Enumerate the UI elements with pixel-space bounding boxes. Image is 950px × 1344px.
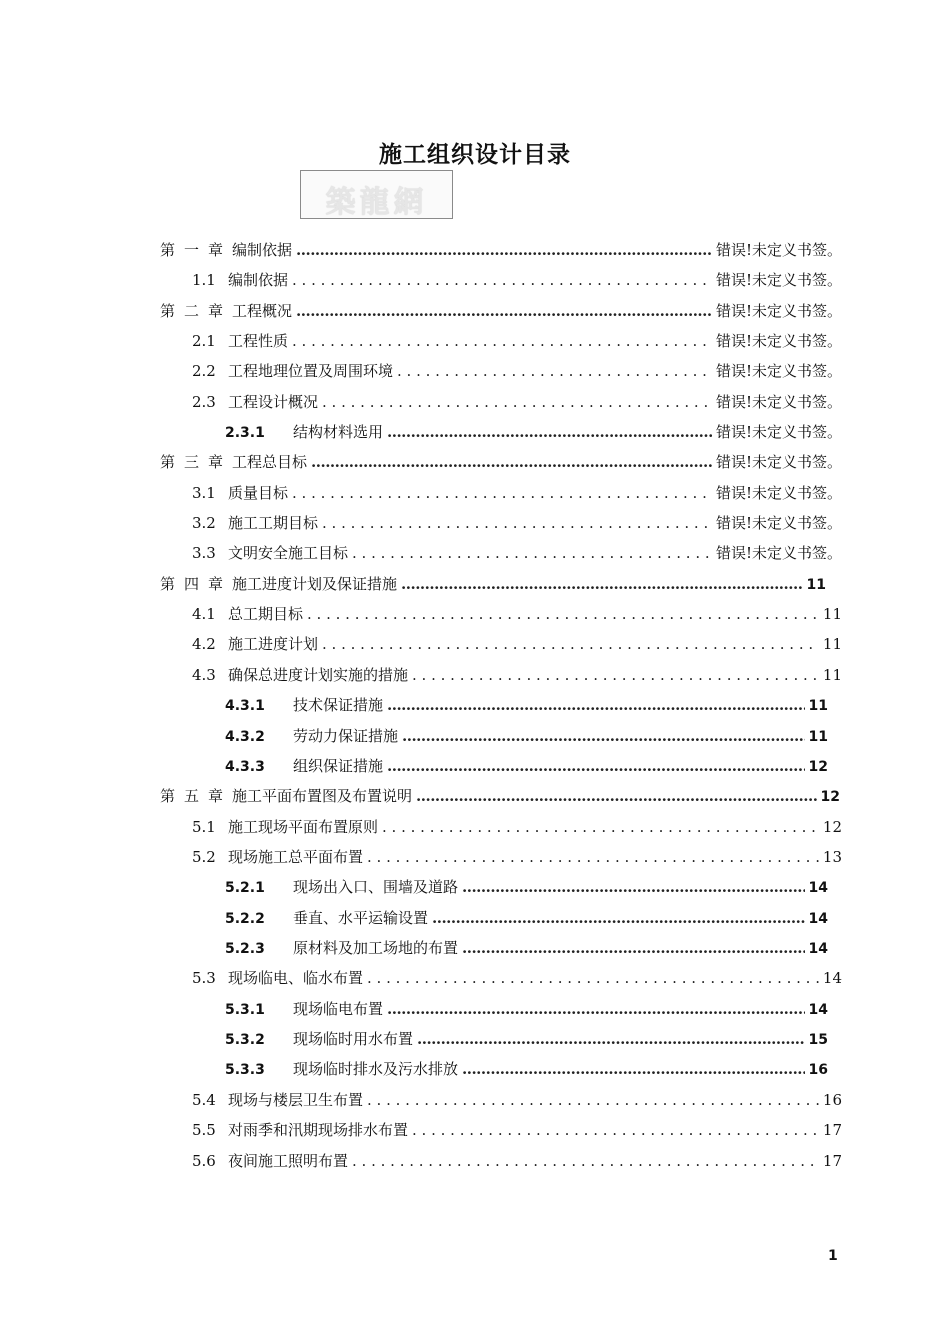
toc-entry-page: 错误!未定义书签。 <box>715 241 842 259</box>
toc-entry-label: 现场临时用水布置 <box>293 1030 414 1048</box>
toc-entry-number: 2.1 <box>192 332 216 350</box>
toc-entry-page: 错误!未定义书签。 <box>715 271 842 289</box>
toc-leader <box>382 813 819 841</box>
toc-entry-page: 错误!未定义书签。 <box>715 514 842 532</box>
toc-entry[interactable] <box>225 1025 828 1053</box>
toc-leader <box>292 327 712 355</box>
toc-leader <box>387 691 805 719</box>
toc-entry-number: 5.3.2 <box>225 1032 265 1048</box>
toc-entry[interactable] <box>160 297 842 325</box>
toc-entry-page: 错误!未定义书签。 <box>715 453 842 471</box>
toc-entry-label: 组织保证措施 <box>293 757 384 775</box>
toc-entry-number: 5.3 <box>192 969 216 987</box>
toc-entry-page: 11 <box>808 698 828 714</box>
toc-entry[interactable] <box>192 1086 842 1114</box>
toc-entry-number: 5.3.1 <box>225 1002 265 1018</box>
toc-entry-label: 质量目标 <box>228 484 289 502</box>
toc-entry-number: 4.1 <box>192 605 216 623</box>
toc-entry-page: 11 <box>822 635 842 653</box>
toc-entry-page: 14 <box>822 969 842 987</box>
toc-entry-page: 15 <box>808 1032 828 1048</box>
toc-entry[interactable] <box>192 843 842 871</box>
toc-entry-number: 5.5 <box>192 1121 216 1139</box>
toc-entry[interactable] <box>160 448 842 476</box>
toc-entry-label: 施工工期目标 <box>228 514 319 532</box>
toc-entry-label: 编制依据 <box>228 271 289 289</box>
toc-entry-label: 现场施工总平面布置 <box>228 848 364 866</box>
toc-leader <box>402 722 805 750</box>
toc-leader <box>462 934 805 962</box>
toc-entry[interactable] <box>160 570 826 598</box>
toc-entry-number: 第一章 <box>160 241 233 259</box>
toc-entry[interactable] <box>192 813 842 841</box>
toc-entry-label: 现场临电布置 <box>293 1000 384 1018</box>
toc-entry-page: 16 <box>822 1091 842 1109</box>
toc-leader <box>322 630 819 658</box>
toc-entry[interactable] <box>160 782 840 810</box>
toc-leader <box>307 600 819 628</box>
toc-entry-label: 现场临时排水及污水排放 <box>293 1060 459 1078</box>
toc-entry-page: 错误!未定义书签。 <box>715 484 842 502</box>
toc-leader <box>432 904 805 932</box>
toc-entry-label: 现场出入口、围墙及道路 <box>293 878 459 896</box>
toc-entry-page: 12 <box>820 789 840 805</box>
toc-entry[interactable] <box>160 236 842 264</box>
toc-entry[interactable] <box>192 539 842 567</box>
toc-leader <box>352 1147 819 1175</box>
toc-entry-number: 4.3 <box>192 666 216 684</box>
toc-leader <box>387 418 712 446</box>
toc-entry-number: 3.3 <box>192 544 216 562</box>
toc-entry-page: 错误!未定义书签。 <box>715 362 842 380</box>
toc-entry-label: 确保总进度计划实施的措施 <box>228 666 409 684</box>
toc-entry[interactable] <box>192 509 842 537</box>
toc-entry[interactable] <box>192 327 842 355</box>
toc-leader <box>462 1055 805 1083</box>
toc-entry-label: 总工期目标 <box>228 605 304 623</box>
toc-entry-number: 2.2 <box>192 362 216 380</box>
toc-entry-number: 第五章 <box>160 787 233 805</box>
toc-leader <box>412 661 819 689</box>
toc-entry-label: 施工现场平面布置原则 <box>228 818 379 836</box>
toc-entry-label: 原材料及加工场地的布置 <box>293 939 459 957</box>
toc-leader <box>367 964 819 992</box>
toc-entry-label: 现场临电、临水布置 <box>228 969 364 987</box>
toc-leader <box>352 539 712 567</box>
toc-leader <box>412 1116 819 1144</box>
toc-entry-number: 2.3 <box>192 393 216 411</box>
toc-entry-number: 3.1 <box>192 484 216 502</box>
toc-entry-number: 4.2 <box>192 635 216 653</box>
toc-entry-page: 错误!未定义书签。 <box>715 393 842 411</box>
watermark-stamp <box>300 170 453 219</box>
toc-entry[interactable] <box>225 752 828 780</box>
toc-leader <box>416 782 816 810</box>
toc-entry-number: 第三章 <box>160 453 233 471</box>
toc-entry-label: 垂直、水平运输设置 <box>293 909 429 927</box>
toc-entry-label: 文明安全施工目标 <box>228 544 349 562</box>
toc-entry-number: 5.3.3 <box>225 1062 265 1078</box>
toc-entry-page: 16 <box>808 1062 828 1078</box>
toc-entry-number: 5.2.2 <box>225 911 265 927</box>
toc-entry-page: 错误!未定义书签。 <box>715 302 842 320</box>
toc-entry[interactable] <box>225 873 828 901</box>
toc-entry[interactable] <box>225 418 842 446</box>
toc-entry-number: 3.2 <box>192 514 216 532</box>
toc-leader <box>322 509 712 537</box>
toc-entry[interactable] <box>225 1055 828 1083</box>
toc-entry-number: 5.2 <box>192 848 216 866</box>
toc-entry-page: 错误!未定义书签。 <box>715 423 842 441</box>
toc-entry-page: 错误!未定义书签。 <box>715 544 842 562</box>
toc-entry-number: 5.2.1 <box>225 880 265 896</box>
toc-entry-number: 5.1 <box>192 818 216 836</box>
toc-entry-label: 工程总目标 <box>232 453 308 471</box>
toc-entry-page: 14 <box>808 941 828 957</box>
toc-entry[interactable] <box>192 661 842 689</box>
toc-entry-page: 14 <box>808 911 828 927</box>
toc-entry-page: 14 <box>808 1002 828 1018</box>
toc-entry-page: 11 <box>808 729 828 745</box>
toc-entry-page: 13 <box>822 848 842 866</box>
toc-entry[interactable] <box>225 904 828 932</box>
toc-entry-label: 工程设计概况 <box>228 393 319 411</box>
toc-entry-label: 劳动力保证措施 <box>293 727 399 745</box>
toc-entry-page: 错误!未定义书签。 <box>715 332 842 350</box>
toc-entry-label: 夜间施工照明布置 <box>228 1152 349 1170</box>
toc-entry-label: 施工进度计划及保证措施 <box>232 575 398 593</box>
toc-entry-page: 12 <box>808 759 828 775</box>
document-title: 施工组织设计目录 <box>379 142 571 168</box>
toc-entry-label: 施工进度计划 <box>228 635 319 653</box>
toc-entry-label: 结构材料选用 <box>293 423 384 441</box>
toc-entry-label: 工程性质 <box>228 332 289 350</box>
toc-leader <box>367 843 819 871</box>
toc-entry[interactable] <box>192 600 842 628</box>
toc-entry[interactable] <box>192 266 842 294</box>
toc-entry-label: 工程地理位置及周围环境 <box>228 362 394 380</box>
toc-leader <box>401 570 802 598</box>
toc-entry-number: 5.2.3 <box>225 941 265 957</box>
toc-entry[interactable] <box>192 479 842 507</box>
toc-entry-page: 12 <box>822 818 842 836</box>
toc-entry-page: 17 <box>822 1152 842 1170</box>
toc-leader <box>292 266 712 294</box>
toc-entry[interactable] <box>225 691 828 719</box>
toc-entry-label: 编制依据 <box>232 241 293 259</box>
toc-entry-label: 施工平面布置图及布置说明 <box>232 787 413 805</box>
toc-entry-page: 11 <box>806 577 826 593</box>
toc-entry[interactable] <box>192 388 842 416</box>
toc-entry-number: 第二章 <box>160 302 233 320</box>
toc-entry[interactable] <box>192 357 842 385</box>
toc-entry-label: 对雨季和汛期现场排水布置 <box>228 1121 409 1139</box>
toc-entry[interactable] <box>225 934 828 962</box>
toc-entry-number: 2.3.1 <box>225 425 265 441</box>
toc-leader <box>296 297 712 325</box>
toc-entry-page: 11 <box>822 605 842 623</box>
toc-entry-number: 1.1 <box>192 271 216 289</box>
toc-entry[interactable] <box>192 964 842 992</box>
page-number: 1 <box>828 1248 838 1264</box>
toc-leader <box>387 752 805 780</box>
toc-entry-number: 5.4 <box>192 1091 216 1109</box>
toc-entry[interactable] <box>192 1116 842 1144</box>
toc-entry-page: 11 <box>822 666 842 684</box>
toc-entry[interactable] <box>192 1147 842 1175</box>
toc-entry-number: 4.3.3 <box>225 759 265 775</box>
toc-entry-page: 14 <box>808 880 828 896</box>
toc-leader <box>367 1086 819 1114</box>
toc-leader <box>311 448 712 476</box>
toc-entry-number: 5.6 <box>192 1152 216 1170</box>
toc-entry-number: 第四章 <box>160 575 233 593</box>
toc-entry-label: 工程概况 <box>232 302 293 320</box>
toc-entry-number: 4.3.2 <box>225 729 265 745</box>
toc-leader <box>322 388 712 416</box>
toc-leader <box>417 1025 805 1053</box>
toc-entry-number: 4.3.1 <box>225 698 265 714</box>
toc-leader <box>296 236 712 264</box>
toc-leader <box>397 357 712 385</box>
toc-entry[interactable] <box>225 995 828 1023</box>
toc-entry[interactable] <box>192 630 842 658</box>
toc-entry[interactable] <box>225 722 828 750</box>
toc-leader <box>462 873 805 901</box>
toc-entry-label: 技术保证措施 <box>293 696 384 714</box>
watermark-text: 築龍網 <box>325 185 428 220</box>
toc-leader <box>292 479 712 507</box>
toc-leader <box>387 995 805 1023</box>
toc-entry-label: 现场与楼层卫生布置 <box>228 1091 364 1109</box>
toc-entry-page: 17 <box>822 1121 842 1139</box>
